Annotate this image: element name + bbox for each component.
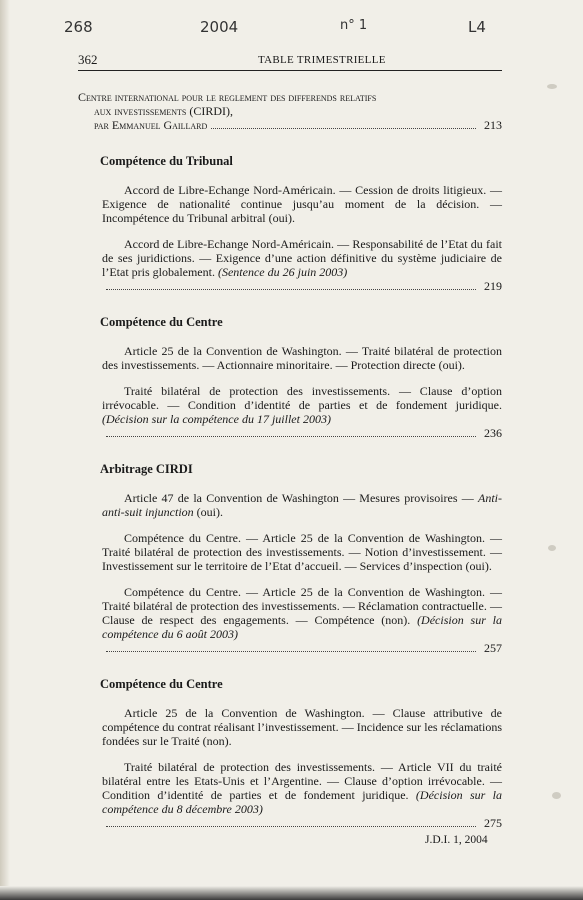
paragraph-text: Traité bilatéral de protection des investissements. — Article VII du traité bilatéral entre les Etats-Unis et l’Argentine. — Clause d’option irrévocable. — Condition d’identité de parties et de fondement juridique. <box>102 760 502 802</box>
running-title: TABLE TRIMESTRIELLE <box>258 54 386 66</box>
section <box>78 315 502 440</box>
paragraph-text: Accord de Libre-Echange Nord-Américain. — Responsabilité de l’Etat du fait de ses juridictions. — Exigence d’une action définitive du système judiciaire de l’Etat pris globalement. <box>102 237 502 279</box>
page-reference-line <box>102 816 502 830</box>
page-bottom-edge <box>0 886 583 900</box>
sections-container <box>78 154 502 830</box>
decision-reference: Anti-anti-suit injunction <box>102 491 502 519</box>
leader-dots <box>211 127 476 129</box>
entry-author-line <box>78 118 502 132</box>
paragraph-text: Compétence du Centre. — Article 25 de la Convention de Washington. — Traité bilatéral de protection des investissements. — Réclamation contractuelle. — Clause de respect des engagements. — Compétence (non). <box>102 585 502 627</box>
summary-paragraph <box>78 585 502 655</box>
leader-dots <box>106 650 476 652</box>
section-heading: Compétence du Centre <box>100 677 223 691</box>
book-spine-shadow <box>0 0 10 900</box>
page-footer: J.D.I. 1, 2004 <box>425 834 488 846</box>
smudge-mark <box>552 792 561 799</box>
page-body <box>78 90 502 842</box>
paragraph-text: Accord de Libre-Echange Nord-Américain. — Cession de droits litigieux. — Exigence de nationalité continue jusqu’au moment de la décision. — Incompétence du Tribunal arbitral (oui). <box>102 183 502 225</box>
entry-page: 213 <box>484 118 502 132</box>
leader-dots <box>106 435 476 437</box>
summary-paragraph <box>78 491 502 519</box>
decision-reference: (Décision sur la compétence du 17 juillet 2003) <box>102 412 331 426</box>
page-header <box>78 52 502 71</box>
paragraph-text: Article 25 de la Convention de Washington. — Clause attributive de compétence du contrat réalisant l’investissement. — Incidence sur les réclamations fondées sur le Traité (non). <box>102 706 502 748</box>
entry-title-line: aux investissements (CIRDI), <box>94 104 233 118</box>
smudge-mark <box>547 84 557 89</box>
leader-dots <box>106 825 476 827</box>
page-reference-line <box>102 426 502 440</box>
handwritten-note-left: 268 <box>64 18 93 36</box>
paragraph-text: Article 25 de la Convention de Washington. — Traité bilatéral de protection des investissements. — Actionnaire minoritaire. — Protection directe (oui). <box>102 344 502 372</box>
smudge-mark <box>548 545 556 551</box>
page-reference: 275 <box>484 816 502 830</box>
summary-paragraph <box>78 183 502 225</box>
decision-reference: (Décision sur la compétence du 8 décembre 2003) <box>102 788 502 816</box>
leader-dots <box>106 288 476 290</box>
section-heading: Compétence du Centre <box>100 315 223 329</box>
handwritten-note-year: 2004 <box>200 18 239 36</box>
section-heading: Compétence du Tribunal <box>100 154 233 168</box>
page-reference-line <box>102 279 502 293</box>
entry-title-line: Centre international pour le reglement des differends relatifs <box>78 90 377 104</box>
summary-paragraph <box>78 531 502 573</box>
page-reference-line <box>102 641 502 655</box>
summary-paragraph <box>78 344 502 372</box>
summary-paragraph <box>78 237 502 293</box>
decision-reference: (Décision sur la compétence du 6 août 2003) <box>102 613 503 641</box>
handwritten-note-right: L4 <box>468 18 486 36</box>
section <box>78 154 502 293</box>
page-reference: 257 <box>484 641 502 655</box>
section-heading: Arbitrage CIRDI <box>100 462 193 476</box>
author-entry <box>78 90 502 132</box>
paragraph-text: Traité bilatéral de protection des investissements. — Clause d’option irrévocable. — Condition d’identité de parties et de fondement juridique. <box>102 384 502 412</box>
entry-author: par Emmanuel Gaillard <box>94 118 208 132</box>
page-number: 362 <box>78 52 98 67</box>
paragraph-text: Article 47 de la Convention de Washington — Mesures provisoires — <box>124 491 474 505</box>
paragraph-text: Compétence du Centre. — Article 25 de la Convention de Washington. — Traité bilatéral de protection des investissements. — Notion d’investissement. — Investissement sur le territoire de l’Etat d’accueil. — Services d’inspection (oui). <box>102 531 502 573</box>
decision-reference: (Sentence du 26 juin 2003) <box>217 265 348 279</box>
summary-paragraph <box>78 760 502 830</box>
paragraph-text-tail: (oui). <box>196 505 223 519</box>
handwritten-note-issue: n° 1 <box>340 18 368 33</box>
summary-paragraph <box>78 706 502 748</box>
summary-paragraph <box>78 384 502 440</box>
page-reference: 219 <box>484 279 502 293</box>
page-reference: 236 <box>484 426 502 440</box>
section <box>78 677 502 830</box>
section <box>78 462 502 655</box>
